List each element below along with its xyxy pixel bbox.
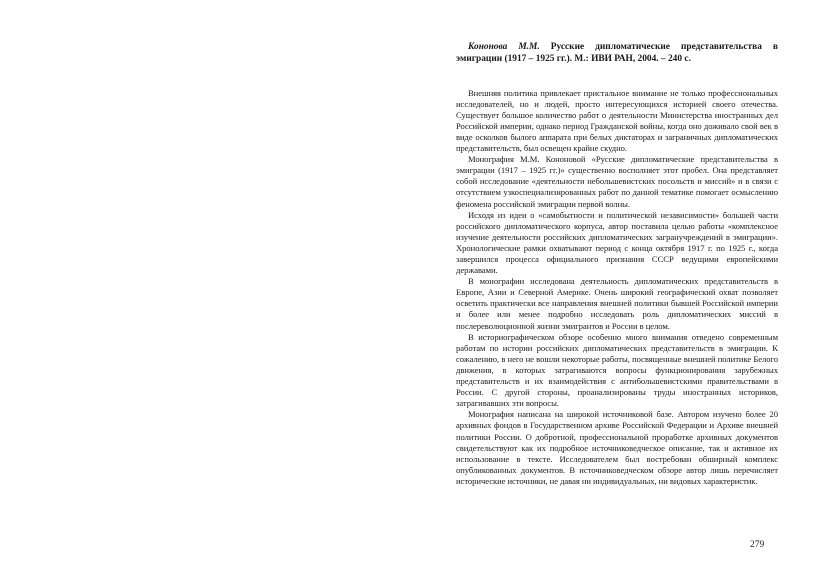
- book-author: Кононова М.М.: [468, 42, 540, 52]
- review-heading: [456, 42, 778, 66]
- paragraph-2: Монография М.М. Кононовой «Русские дипломатические представительства в эмиграции (1917 – 1925 гг.)» существенно восполняет этот пробел. Она представляет собой исследование «деятельности небольшевистских посольств и миссий» и в связи с отсутствием узкоспециализированных работ по данной тематике помогает осмыслению феномена российской эмиграции первой волны.: [456, 154, 778, 209]
- paragraph-6: Монография написана на широкой источниковой базе. Автором изучено более 20 архивных фондов в Государственном архиве Российской Федерации и Архиве внешней политики России. О добротной, профессиональной проработке архивных документов свидетельствуют как их подробное источниковедческое описание, так и активное их использование в тексте. Исследователем был востребован обширный комплекс опубликованных документов. В источниковедческом обзоре автор лишь перечисляет исторические источники, не давая ни индивидуальных, ни видовых характеристик.: [456, 409, 778, 486]
- paragraph-3: Исходя из идеи о «самобытности и политической независимости» большей части российского дипломатического корпуса, автор поставила целью работы «комплексное изучение деятельности российских дипломатических загранучреждений в эмиграции». Хронологические рамки охватывают период с конца октября 1917 г. по 1925 г., когда завершился процесса официального признания СССР ведущими европейскими державами.: [456, 209, 778, 276]
- paragraph-4: В монографии исследована деятельность дипломатических представительств в Европе, Азии и Северной Америке. Очень широкий географический охват позволяет осветить практически все направления внешней политики бывшей Российской империи и более или менее подробно исследовать роль дипломатических миссий в послереволюционной жизни эмигрантов и России в целом.: [456, 276, 778, 331]
- paragraph-5: В историографическом обзоре особенно много внимания отведено современным работам по истории российских дипломатических представительств в эмиграции. К сожалению, в него не вошли некоторые работы, посвященные внешней политике Белого движения, в которых затрагиваются вопросы функционирования зарубежных представительств и их взаимодействия с антибольшевистскими правительствами в России. С другой стороны, проанализированы труды иностранных историков, затрагивавших эти вопросы.: [456, 331, 778, 409]
- text-column: [456, 42, 778, 487]
- paragraph-1: Внешняя политика привлекает пристальное внимание не только профессиональных исследователей, но и людей, просто интересующихся историей своего отечества. Существует большое количество работ о деятельности Министерства иностранных дел Российской империи, однако период Гражданской войны, когда оно доживало свой век в виде осколков былого аппарата при белых диктаторах и заграничных дипломатических представительств, был освещен крайне скудно.: [456, 87, 778, 154]
- page-number: 279: [750, 540, 765, 550]
- book-title: Русские дипломатические представительства в эмиграции (1917 – 1925 гг.). М.: ИВИ РАН, 2004. – 240 с.: [456, 42, 778, 64]
